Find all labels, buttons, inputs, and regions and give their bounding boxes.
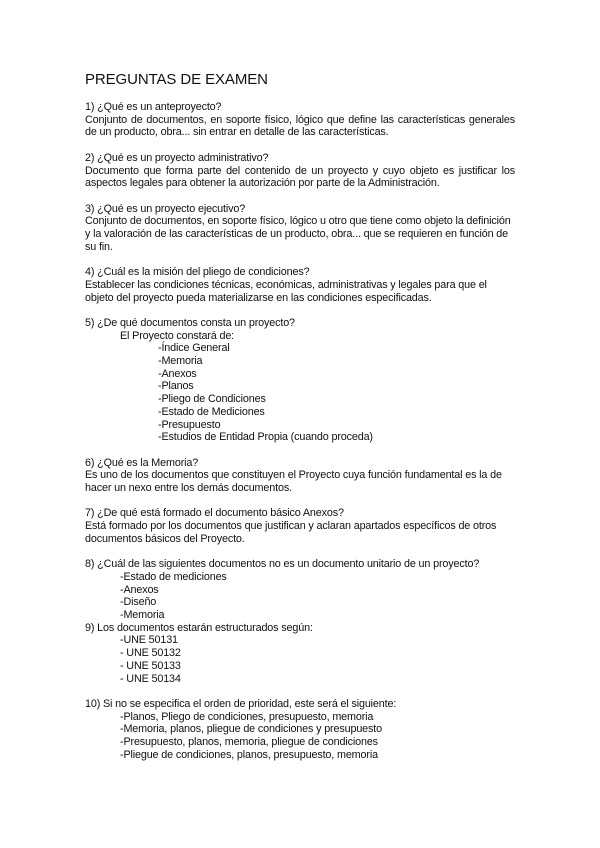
option-item: -Estado de mediciones: [120, 570, 227, 583]
question-4: [85, 266, 515, 304]
option-item: - UNE 50134: [120, 672, 181, 685]
option-item: -Anexos: [120, 583, 159, 596]
answer-text: Conjunto de documentos, en soporte físico, lógico u otro que tiene como objeto la definición y la valoración de las características de un producto, obra... que se requieren en función de su fin.: [85, 215, 511, 253]
option-item: - UNE 50133: [120, 659, 181, 672]
question-text: 3) ¿Qué es un proyecto ejecutivo?: [85, 202, 246, 215]
document-page: [85, 70, 515, 774]
answer-text: Establecer las condiciones técnicas, económicas, administrativas y legales para que el objeto del proyecto pueda materializarse en las condiciones especificadas.: [85, 278, 487, 304]
question-10: [85, 698, 515, 762]
question-text: 8) ¿Cuál de las siguientes documentos no es un documento unitario de un proyecto?: [85, 558, 480, 571]
question-text: 4) ¿Cuál es la misión del pliego de condiciones?: [85, 266, 310, 279]
list-item: -Estado de Mediciones: [158, 405, 265, 418]
list-item: -Pliego de Condiciones: [158, 393, 266, 406]
page-title: PREGUNTAS DE EXAMEN: [85, 71, 268, 88]
question-text: 1) ¿Qué es un anteproyecto?: [85, 101, 222, 113]
answer-intro: El Proyecto constará de:: [120, 329, 235, 342]
answer-text: Conjunto de documentos, en soporte físico, lógico que define las características generales de un producto, obra... sin entrar en detalle de las características.: [85, 113, 515, 139]
question-text: 9) Los documentos estarán estructurados según:: [85, 621, 313, 634]
question-9: [85, 622, 515, 686]
question-text: 7) ¿De qué está formado el documento básico Anexos?: [85, 507, 344, 520]
list-item: -Memoria: [158, 355, 203, 367]
question-1: [85, 101, 515, 139]
option-item: -Planos, Pliego de condiciones, presupuesto, memoria: [120, 710, 374, 723]
option-item: -Memoria: [120, 609, 165, 622]
answer-text: Documento que forma parte del contenido de un proyecto y cuyo objeto es justificar los aspectos legales para obtener la autorización por parte de la Administración.: [85, 164, 515, 190]
answer-text: Está formado por los documentos que justifican y aclaran apartados específicos de otros documentos básicos del Proyecto.: [85, 520, 497, 545]
list-item: -Planos: [158, 380, 194, 393]
question-text: 6) ¿Qué es la Memoria?: [85, 456, 199, 469]
question-7: [85, 507, 515, 545]
list-item: -Estudios de Entidad Propia (cuando proceda): [158, 431, 373, 444]
option-item: -Pliegue de condiciones, planos, presupuesto, memoria: [120, 748, 378, 761]
question-text: 10) Si no se especifica el orden de prioridad, este será el siguiente:: [85, 697, 397, 710]
answer-text: Es uno de los documentos que constituyen el Proyecto cuya función fundamental es la de hacer un nexo entre los demás documentos.: [85, 469, 502, 495]
option-item: -UNE 50131: [120, 634, 178, 647]
list-item: -Anexos: [158, 367, 197, 380]
question-text: 5) ¿De qué documentos consta un proyecto?: [85, 316, 295, 329]
option-item: -Memoria, planos, pliegue de condiciones y presupuesto: [120, 723, 382, 736]
list-item: -Presupuesto: [158, 418, 221, 431]
question-2: [85, 152, 515, 190]
option-item: - UNE 50132: [120, 647, 181, 660]
question-3: [85, 203, 515, 254]
question-8: [85, 558, 515, 622]
option-item: -Diseño: [120, 596, 157, 609]
question-6: [85, 457, 515, 495]
question-5: [85, 317, 515, 444]
question-text: 2) ¿Qué es un proyecto administrativo?: [85, 151, 269, 164]
list-item: -Índice General: [158, 342, 230, 355]
option-item: -Presupuesto, planos, memoria, pliegue de condiciones: [120, 736, 378, 749]
